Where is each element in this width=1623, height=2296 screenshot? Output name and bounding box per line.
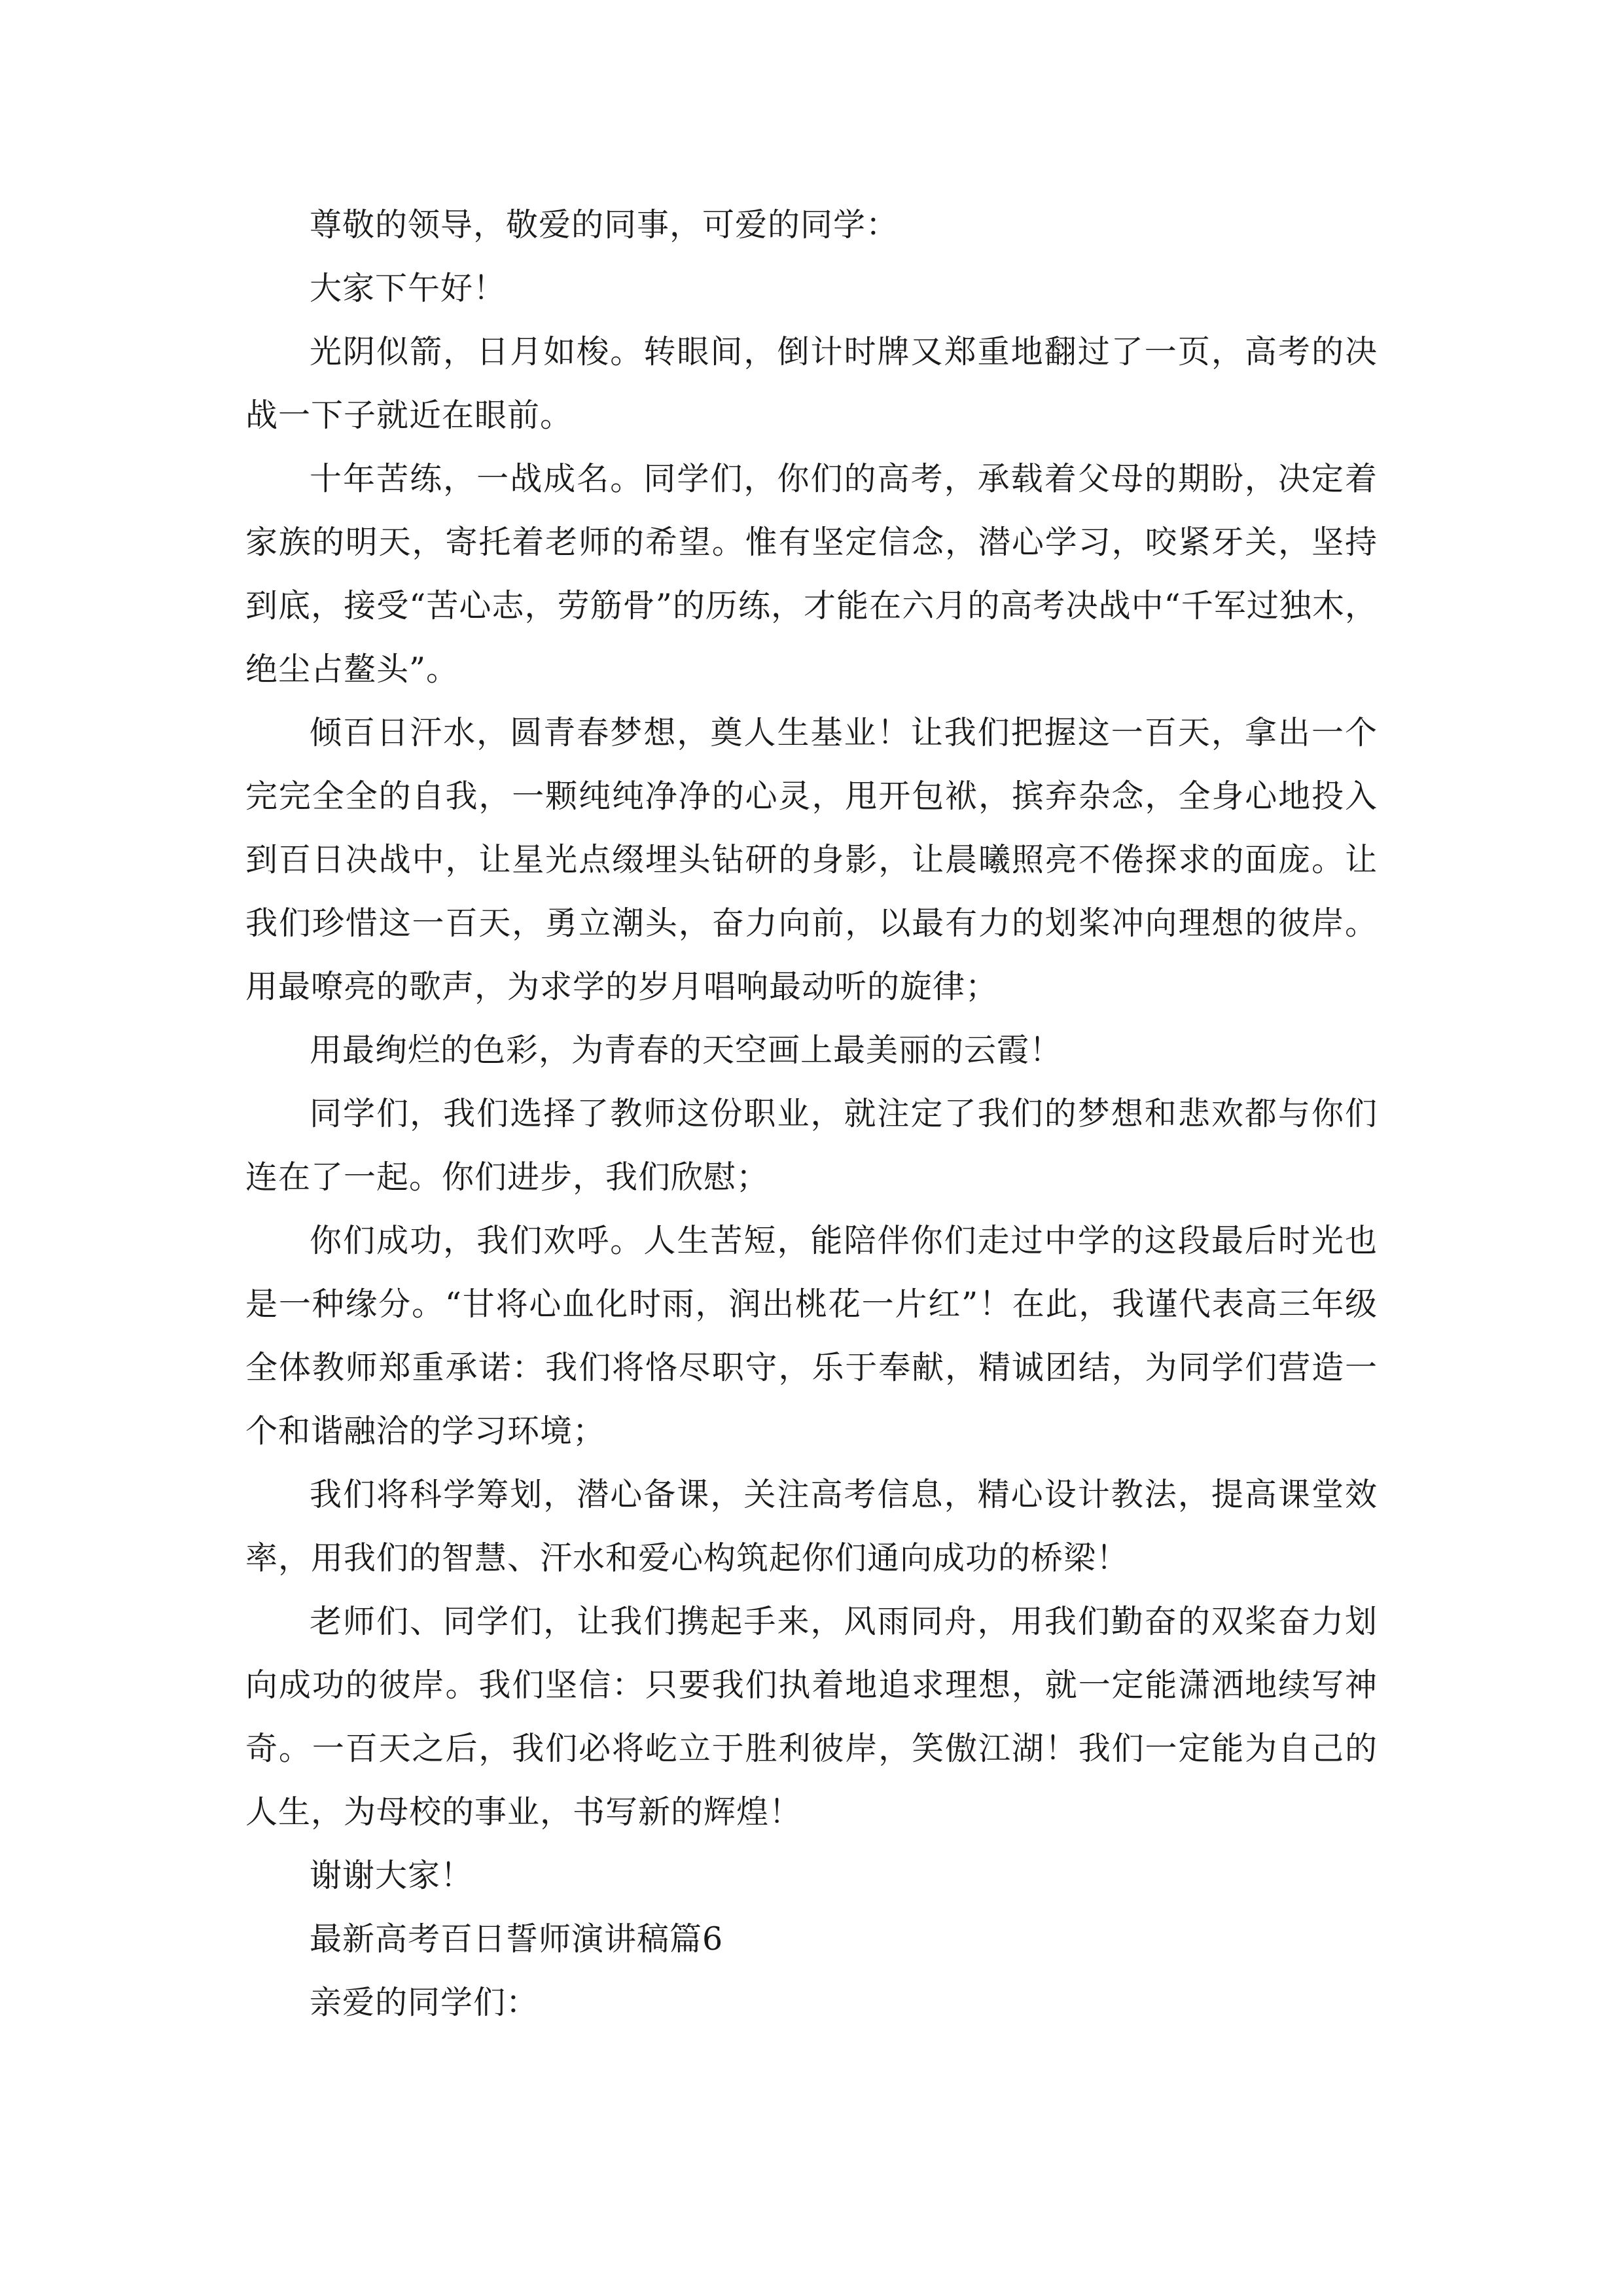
body-paragraph: 同学们，我们选择了教师这份职业，就注定了我们的梦想和悲欢都与你们连在了一起。你们进步，我们欣慰； [245, 1095, 1378, 1196]
section-title: 最新高考百日誓师演讲稿篇6 [310, 1920, 724, 1958]
greeting: 大家下午好！ [310, 270, 507, 307]
document-body [245, 193, 1378, 2034]
closing-thanks: 谢谢大家！ [310, 1857, 474, 1894]
body-paragraph: 用最绚烂的色彩，为青春的天空画上最美丽的云霞！ [310, 1031, 1063, 1069]
body-paragraph: 我们将科学筹划，潜心备课，关注高考信息，精心设计教法，提高课堂效率，用我们的智慧、汗水和爱心构筑起你们通向成功的桥梁！ [245, 1476, 1378, 1577]
salutation: 尊敬的领导，敬爱的同事，可爱的同学： [310, 206, 899, 243]
body-paragraph: 老师们、同学们，让我们携起手来，风雨同舟，用我们勤奋的双桨奋力划向成功的彼岸。我们坚信：只要我们执着地追求理想，就一定能潇洒地续写神奇。一百天之后，我们必将屹立于胜利彼岸，笑傲江湖！我们一定能为自己的人生，为母校的事业，书写新的辉煌！ [245, 1603, 1378, 1831]
body-paragraph: 倾百日汗水，圆青春梦想，奠人生基业！让我们把握这一百天，拿出一个完完全全的自我，一颗纯纯净净的心灵，甩开包袱，摈弃杂念，全身心地投入到百日决战中，让星光点缀埋头钻研的身影，让晨曦照亮不倦探求的面庞。让我们珍惜这一百天，勇立潮头，奋力向前，以最有力的划桨冲向理想的彼岸。用最嘹亮的歌声，为求学的岁月唱响最动听的旋律； [245, 714, 1378, 1005]
body-paragraph: 你们成功，我们欢呼。人生苦短，能陪伴你们走过中学的这段最后时光也是一种缘分。“甘将心血化时雨，润出桃花一片红”！在此，我谨代表高三年级全体教师郑重承诺：我们将恪尽职守，乐于奉献，精诚团结，为同学们营造一个和谐融洽的学习环境； [245, 1222, 1378, 1450]
body-paragraph: 光阴似箭，日月如梭。转眼间，倒计时牌又郑重地翻过了一页，高考的决战一下子就近在眼前。 [245, 333, 1378, 434]
body-paragraph: 十年苦练，一战成名。同学们，你们的高考，承载着父母的期盼，决定着家族的明天，寄托着老师的希望。惟有坚定信念，潜心学习，咬紧牙关，坚持到底，接受“苦心志，劳筋骨”的历练，才能在六月的高考决战中“千军过独木，绝尘占鳌头”。 [245, 460, 1378, 688]
salutation: 亲爱的同学们： [310, 1984, 539, 2021]
